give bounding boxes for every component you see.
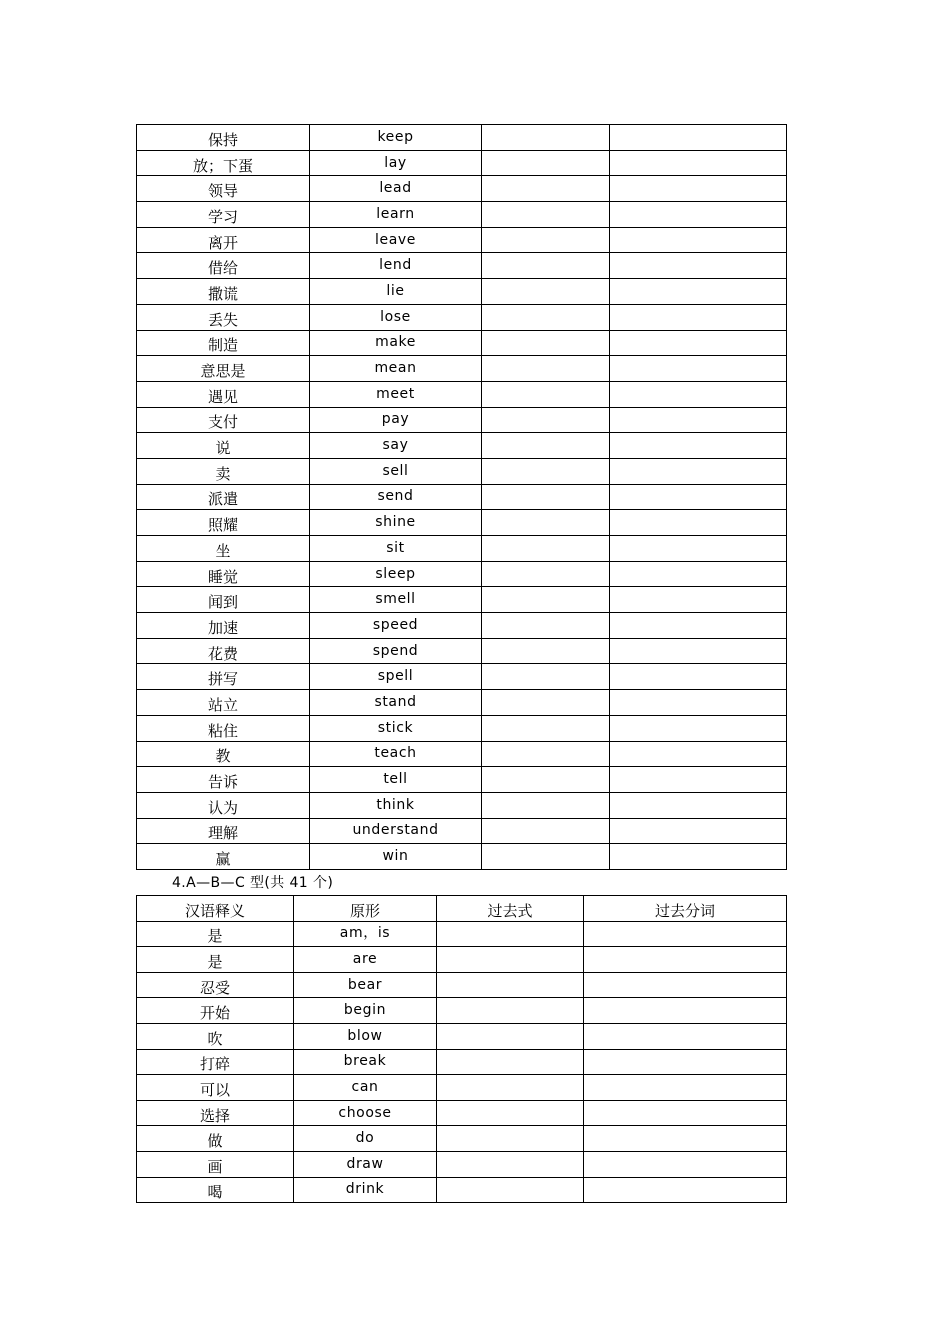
meaning-cell	[137, 638, 310, 664]
table-row	[137, 972, 787, 998]
table-row	[137, 690, 787, 716]
past-tense-cell	[482, 536, 610, 562]
base-form-cell	[294, 1126, 437, 1152]
meaning-cell-text: 说	[215, 439, 231, 458]
meaning-cell	[137, 921, 294, 947]
base-form-cell	[294, 1075, 437, 1101]
base-form-cell-text: teach	[374, 745, 417, 762]
base-form-cell-text: keep	[377, 128, 414, 145]
past-tense-cell	[482, 510, 610, 536]
base-form-cell-text: mean	[374, 360, 417, 377]
past-participle-cell	[610, 690, 787, 716]
base-form-cell	[310, 330, 482, 356]
meaning-cell-text: 打碎	[199, 1055, 230, 1074]
base-form-cell	[294, 921, 437, 947]
table-row	[137, 1126, 787, 1152]
past-participle-cell	[610, 664, 787, 690]
meaning-cell	[137, 1049, 294, 1075]
header-past-tense	[437, 896, 584, 922]
meaning-cell-text: 认为	[207, 798, 238, 817]
table-row	[137, 407, 787, 433]
meaning-cell	[137, 587, 310, 613]
base-form-cell	[310, 536, 482, 562]
table-row	[137, 561, 787, 587]
meaning-cell-text: 开始	[199, 1004, 230, 1023]
past-tense-cell	[482, 125, 610, 151]
past-tense-cell	[482, 818, 610, 844]
meaning-cell-text: 吹	[207, 1029, 223, 1048]
table-row	[137, 1100, 787, 1126]
meaning-cell-text: 喝	[207, 1183, 223, 1202]
meaning-cell	[137, 741, 310, 767]
verb-table-abc	[136, 895, 787, 1203]
past-tense-cell	[437, 1049, 584, 1075]
table-row	[137, 947, 787, 973]
past-tense-cell	[437, 1075, 584, 1101]
base-form-cell-text: draw	[346, 1155, 384, 1172]
past-tense-cell	[482, 715, 610, 741]
table-row	[137, 587, 787, 613]
past-participle-cell	[610, 613, 787, 639]
meaning-cell	[137, 484, 310, 510]
base-form-cell-text: pay	[381, 411, 410, 428]
meaning-cell	[137, 279, 310, 305]
base-form-cell	[294, 1023, 437, 1049]
verb-table-abc-header	[137, 896, 787, 922]
base-form-cell	[294, 947, 437, 973]
base-form-cell	[310, 279, 482, 305]
past-participle-cell	[610, 125, 787, 151]
base-form-cell-text: break	[343, 1053, 387, 1070]
table-row	[137, 1151, 787, 1177]
meaning-cell-text: 拼写	[207, 670, 238, 689]
table-row	[137, 792, 787, 818]
table-row	[137, 202, 787, 228]
meaning-cell-text: 教	[215, 747, 231, 766]
past-participle-cell	[584, 1100, 787, 1126]
table-row	[137, 458, 787, 484]
table-row	[137, 818, 787, 844]
base-form-cell	[294, 1177, 437, 1203]
table-row	[137, 741, 787, 767]
base-form-cell-text: can	[351, 1078, 379, 1095]
base-form-cell	[294, 1049, 437, 1075]
past-tense-cell	[437, 1151, 584, 1177]
past-tense-cell	[482, 176, 610, 202]
past-tense-cell	[437, 1126, 584, 1152]
table-row	[137, 330, 787, 356]
base-form-cell-text: understand	[352, 822, 439, 839]
base-form-cell	[310, 638, 482, 664]
past-participle-cell	[610, 253, 787, 279]
meaning-cell-text: 加速	[207, 618, 238, 637]
base-form-cell-text: bear	[347, 976, 383, 993]
base-form-cell-text: sell	[382, 462, 409, 479]
meaning-cell	[137, 1023, 294, 1049]
table-row	[137, 176, 787, 202]
base-form-cell-text: sleep	[375, 565, 416, 582]
meaning-cell-text: 撒谎	[207, 284, 238, 303]
meaning-cell-text: 学习	[207, 207, 238, 226]
base-form-cell-text: am，is	[339, 925, 391, 942]
base-form-cell	[310, 792, 482, 818]
meaning-cell-text: 粘住	[207, 721, 238, 740]
meaning-cell-text: 派遣	[207, 490, 238, 509]
past-participle-cell	[610, 818, 787, 844]
base-form-cell	[294, 1100, 437, 1126]
meaning-cell-text: 丢失	[207, 310, 238, 329]
base-form-cell-text: shine	[375, 514, 416, 531]
meaning-cell-text: 花费	[207, 644, 238, 663]
table-row	[137, 921, 787, 947]
past-participle-cell	[584, 998, 787, 1024]
base-form-cell-text: are	[352, 950, 378, 967]
base-form-cell	[310, 458, 482, 484]
past-tense-cell	[437, 921, 584, 947]
meaning-cell-text: 赢	[215, 850, 231, 869]
base-form-cell-text: spell	[377, 668, 414, 685]
past-tense-cell	[482, 433, 610, 459]
meaning-cell-text: 可以	[199, 1080, 230, 1099]
meaning-cell	[137, 947, 294, 973]
past-participle-cell	[610, 304, 787, 330]
past-tense-cell	[482, 792, 610, 818]
meaning-cell	[137, 253, 310, 279]
base-form-cell-text: smell	[375, 591, 416, 608]
meaning-cell	[137, 356, 310, 382]
base-form-cell	[310, 690, 482, 716]
base-form-cell-text: stick	[377, 719, 414, 736]
base-form-cell	[310, 202, 482, 228]
base-form-cell-text: blow	[347, 1027, 383, 1044]
past-participle-cell	[584, 921, 787, 947]
base-form-cell	[310, 844, 482, 870]
base-form-cell	[310, 227, 482, 253]
verb-table-abc-body	[137, 921, 787, 1203]
meaning-cell	[137, 972, 294, 998]
meaning-cell	[137, 664, 310, 690]
meaning-cell-text: 放；下蛋	[192, 156, 253, 175]
base-form-cell-text: send	[377, 488, 414, 505]
past-participle-cell	[584, 1177, 787, 1203]
header-past-participle	[584, 896, 787, 922]
past-participle-cell	[610, 150, 787, 176]
past-participle-cell	[584, 1151, 787, 1177]
table-row	[137, 510, 787, 536]
past-participle-cell	[584, 972, 787, 998]
table-row	[137, 227, 787, 253]
past-tense-cell	[482, 613, 610, 639]
header-past-tense-text: 过去式	[487, 901, 533, 920]
meaning-cell-text: 站立	[207, 695, 238, 714]
meaning-cell-text: 离开	[207, 233, 238, 252]
base-form-cell	[310, 715, 482, 741]
base-form-cell	[310, 150, 482, 176]
meaning-cell	[137, 1126, 294, 1152]
past-participle-cell	[610, 407, 787, 433]
base-form-cell-text: spend	[372, 642, 419, 659]
header-past-participle-text: 过去分词	[654, 901, 715, 920]
meaning-cell	[137, 202, 310, 228]
past-tense-cell	[437, 972, 584, 998]
table-row	[137, 664, 787, 690]
base-form-cell-text: leave	[375, 231, 416, 248]
table-row	[137, 844, 787, 870]
meaning-cell-text: 选择	[199, 1106, 230, 1125]
base-form-cell	[294, 1151, 437, 1177]
past-participle-cell	[610, 484, 787, 510]
past-tense-cell	[482, 767, 610, 793]
meaning-cell-text: 卖	[215, 464, 231, 483]
meaning-cell	[137, 510, 310, 536]
past-tense-cell	[482, 741, 610, 767]
verb-table-continued-body	[137, 125, 787, 870]
past-tense-cell	[482, 664, 610, 690]
table-row	[137, 279, 787, 305]
table-row	[137, 356, 787, 382]
past-participle-cell	[610, 433, 787, 459]
meaning-cell-text: 做	[207, 1132, 223, 1151]
past-participle-cell	[610, 715, 787, 741]
meaning-cell-text: 告诉	[207, 773, 238, 792]
past-participle-cell	[610, 356, 787, 382]
base-form-cell	[310, 561, 482, 587]
base-form-cell-text: choose	[338, 1104, 392, 1121]
past-tense-cell	[437, 1100, 584, 1126]
past-tense-cell	[482, 844, 610, 870]
base-form-cell-text: begin	[343, 1002, 387, 1019]
base-form-cell-text: lead	[379, 180, 412, 197]
base-form-cell-text: stand	[374, 693, 417, 710]
table-row	[137, 150, 787, 176]
meaning-cell-text: 制造	[207, 336, 238, 355]
table-row	[137, 1049, 787, 1075]
past-tense-cell	[482, 356, 610, 382]
base-form-cell-text: drink	[345, 1181, 385, 1198]
base-form-cell	[310, 767, 482, 793]
base-form-cell	[310, 253, 482, 279]
base-form-cell	[310, 664, 482, 690]
past-participle-cell	[610, 458, 787, 484]
past-participle-cell	[610, 587, 787, 613]
header-meaning-text: 汉语释义	[184, 901, 245, 920]
base-form-cell-text: lose	[380, 308, 411, 325]
past-participle-cell	[610, 536, 787, 562]
base-form-cell-text: lend	[379, 257, 412, 274]
table-row	[137, 715, 787, 741]
meaning-cell-text: 遇见	[207, 387, 238, 406]
past-tense-cell	[482, 484, 610, 510]
base-form-cell	[310, 176, 482, 202]
meaning-cell	[137, 330, 310, 356]
past-participle-cell	[584, 1126, 787, 1152]
past-tense-cell	[482, 227, 610, 253]
past-participle-cell	[610, 330, 787, 356]
table-row	[137, 253, 787, 279]
meaning-cell-text: 忍受	[199, 978, 230, 997]
past-participle-cell	[610, 202, 787, 228]
meaning-cell-text: 理解	[207, 824, 238, 843]
past-participle-cell	[610, 741, 787, 767]
header-base-form-text: 原形	[349, 901, 380, 920]
meaning-cell	[137, 818, 310, 844]
meaning-cell	[137, 613, 310, 639]
past-tense-cell	[482, 407, 610, 433]
past-tense-cell	[482, 587, 610, 613]
past-tense-cell	[482, 561, 610, 587]
base-form-cell	[310, 433, 482, 459]
base-form-cell-text: make	[375, 334, 416, 351]
base-form-cell-text: meet	[376, 385, 415, 402]
meaning-cell-text: 支付	[207, 413, 238, 432]
meaning-cell-text: 意思是	[200, 362, 246, 381]
meaning-cell	[137, 998, 294, 1024]
verb-table-continued	[136, 124, 787, 870]
table-row	[137, 613, 787, 639]
past-tense-cell	[482, 458, 610, 484]
meaning-cell	[137, 150, 310, 176]
past-tense-cell	[482, 279, 610, 305]
table-row	[137, 767, 787, 793]
base-form-cell	[310, 407, 482, 433]
meaning-cell	[137, 407, 310, 433]
past-participle-cell	[610, 767, 787, 793]
meaning-cell-text: 借给	[207, 259, 238, 278]
past-participle-cell	[610, 638, 787, 664]
past-participle-cell	[584, 1049, 787, 1075]
table-row	[137, 638, 787, 664]
past-participle-cell	[584, 947, 787, 973]
header-meaning	[137, 896, 294, 922]
base-form-cell-text: tell	[383, 771, 408, 788]
base-form-cell	[310, 484, 482, 510]
meaning-cell	[137, 176, 310, 202]
base-form-cell	[310, 356, 482, 382]
base-form-cell	[310, 510, 482, 536]
meaning-cell	[137, 433, 310, 459]
base-form-cell	[310, 381, 482, 407]
base-form-cell	[310, 587, 482, 613]
section-heading: 4.A—B—C 型(共 41 个)	[172, 875, 334, 891]
meaning-cell	[137, 1177, 294, 1203]
table-row	[137, 998, 787, 1024]
table-row	[137, 433, 787, 459]
meaning-cell	[137, 1100, 294, 1126]
past-participle-cell	[584, 1075, 787, 1101]
past-tense-cell	[437, 1023, 584, 1049]
past-tense-cell	[482, 638, 610, 664]
past-tense-cell	[482, 202, 610, 228]
base-form-cell-text: lie	[386, 282, 405, 299]
meaning-cell-text: 闻到	[207, 593, 238, 612]
meaning-cell	[137, 1075, 294, 1101]
meaning-cell-text: 是	[207, 927, 223, 946]
past-tense-cell	[437, 947, 584, 973]
meaning-cell	[137, 536, 310, 562]
past-tense-cell	[482, 330, 610, 356]
past-participle-cell	[610, 381, 787, 407]
base-form-cell	[310, 613, 482, 639]
meaning-cell-text: 照耀	[207, 516, 238, 535]
meaning-cell	[137, 1151, 294, 1177]
meaning-cell	[137, 792, 310, 818]
meaning-cell-text: 保持	[207, 130, 238, 149]
base-form-cell	[294, 972, 437, 998]
base-form-cell	[310, 741, 482, 767]
table-row	[137, 125, 787, 151]
past-tense-cell	[482, 690, 610, 716]
base-form-cell-text: lay	[384, 154, 407, 171]
meaning-cell	[137, 227, 310, 253]
header-row	[137, 896, 787, 922]
meaning-cell	[137, 690, 310, 716]
table-row	[137, 304, 787, 330]
table-row	[137, 536, 787, 562]
meaning-cell	[137, 381, 310, 407]
past-participle-cell	[610, 279, 787, 305]
base-form-cell-text: speed	[372, 616, 419, 633]
past-tense-cell	[437, 998, 584, 1024]
meaning-cell	[137, 715, 310, 741]
base-form-cell-text: sit	[386, 539, 405, 556]
base-form-cell-text: think	[376, 796, 415, 813]
header-base-form	[294, 896, 437, 922]
past-participle-cell	[584, 1023, 787, 1049]
table-row	[137, 484, 787, 510]
past-participle-cell	[610, 844, 787, 870]
past-tense-cell	[437, 1177, 584, 1203]
meaning-cell	[137, 561, 310, 587]
meaning-cell-text: 坐	[215, 541, 231, 560]
base-form-cell	[310, 125, 482, 151]
past-participle-cell	[610, 510, 787, 536]
table-row	[137, 1075, 787, 1101]
meaning-cell	[137, 767, 310, 793]
past-participle-cell	[610, 227, 787, 253]
past-tense-cell	[482, 304, 610, 330]
past-participle-cell	[610, 561, 787, 587]
table-row	[137, 1177, 787, 1203]
table-row	[137, 381, 787, 407]
base-form-cell-text: win	[382, 848, 409, 865]
meaning-cell	[137, 125, 310, 151]
meaning-cell-text: 睡觉	[207, 567, 238, 586]
past-tense-cell	[482, 381, 610, 407]
base-form-cell-text: learn	[376, 205, 415, 222]
meaning-cell-text: 领导	[207, 182, 238, 201]
past-participle-cell	[610, 176, 787, 202]
meaning-cell	[137, 844, 310, 870]
base-form-cell	[310, 818, 482, 844]
past-tense-cell	[482, 150, 610, 176]
meaning-cell	[137, 458, 310, 484]
base-form-cell-text: say	[382, 437, 409, 454]
base-form-cell	[310, 304, 482, 330]
past-participle-cell	[610, 792, 787, 818]
meaning-cell	[137, 304, 310, 330]
past-tense-cell	[482, 253, 610, 279]
base-form-cell	[294, 998, 437, 1024]
table-row	[137, 1023, 787, 1049]
meaning-cell-text: 画	[207, 1157, 223, 1176]
base-form-cell-text: do	[355, 1130, 375, 1147]
meaning-cell-text: 是	[207, 952, 223, 971]
